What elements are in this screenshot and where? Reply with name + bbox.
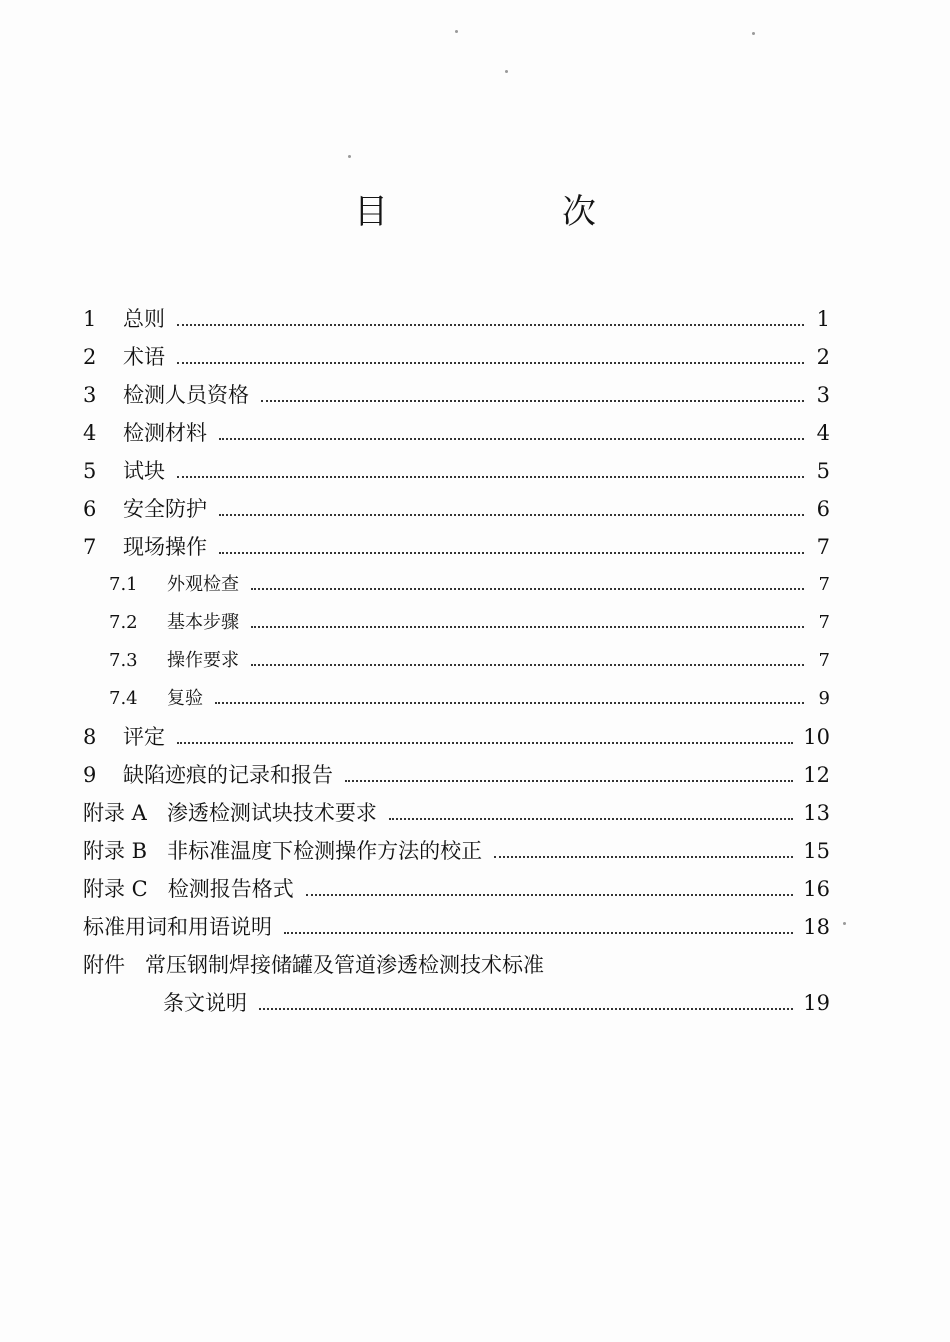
- toc-entry-terms-explanation: [83, 908, 830, 946]
- toc-entry-7-4: [83, 680, 830, 718]
- dot-leader: [177, 362, 804, 364]
- dot-leader: [219, 552, 804, 554]
- toc-entry-appendix-a: [83, 794, 830, 832]
- toc-title: 检测人员资格: [123, 383, 249, 407]
- toc-number: 8: [83, 725, 97, 749]
- dot-leader: [219, 514, 804, 516]
- toc-title: 标准用词和用语说明: [83, 915, 272, 939]
- toc-page-number: 19: [803, 991, 830, 1015]
- dot-leader: [345, 780, 793, 782]
- toc-entry-7-1: [83, 566, 830, 604]
- toc-number: 7: [83, 535, 97, 559]
- toc-number: 附录 B: [83, 839, 148, 863]
- dot-leader: [251, 588, 804, 590]
- dot-leader: [215, 702, 804, 704]
- dot-leader: [259, 1008, 793, 1010]
- toc-title: 缺陷迹痕的记录和报告: [123, 763, 333, 787]
- toc-entry-4: [83, 414, 830, 452]
- toc-entry-1: [83, 300, 830, 338]
- toc-page-number: 10: [803, 725, 830, 749]
- toc-title: 基本步骤: [167, 612, 239, 633]
- toc-entry-2: [83, 338, 830, 376]
- toc-entry-appendix-b: [83, 832, 830, 870]
- toc-title: 外观检查: [167, 574, 239, 595]
- toc-entry-7-3: [83, 642, 830, 680]
- scan-speck: [843, 922, 846, 925]
- toc-page-number: 4: [816, 421, 830, 445]
- toc-number: 5: [83, 459, 97, 483]
- toc-entry-attachment: [83, 946, 830, 984]
- dot-leader: [177, 476, 804, 478]
- dot-leader: [261, 400, 804, 402]
- toc-number: 9: [83, 763, 97, 787]
- toc-title: 检测报告格式: [167, 877, 294, 901]
- toc-title: 总则: [123, 307, 165, 331]
- toc-page-number: 7: [816, 535, 830, 559]
- toc-page-number: 5: [816, 459, 830, 483]
- toc-number: 7.4: [109, 688, 138, 709]
- dot-leader: [251, 626, 804, 628]
- toc-page-number: 2: [816, 345, 830, 369]
- toc-page-number: 1: [816, 307, 830, 331]
- toc-title: 评定: [123, 725, 165, 749]
- toc-title: 现场操作: [123, 535, 207, 559]
- toc-title: 检测材料: [123, 421, 207, 445]
- toc-number: 1: [83, 307, 97, 331]
- dot-leader: [389, 818, 793, 820]
- toc-number: 7.3: [109, 650, 138, 671]
- toc-number: 附录 A: [83, 801, 147, 825]
- dot-leader: [306, 894, 794, 896]
- toc-title: 术语: [123, 345, 165, 369]
- toc-entry-appendix-c: [83, 870, 830, 908]
- toc-page-number: 7: [818, 650, 830, 671]
- toc-entry-9: [83, 756, 830, 794]
- toc-number: 7.2: [109, 612, 138, 633]
- table-of-contents: [83, 300, 830, 1022]
- toc-number: 6: [83, 497, 97, 521]
- toc-entry-5: [83, 452, 830, 490]
- toc-entry-8: [83, 718, 830, 756]
- toc-title: 操作要求: [167, 650, 239, 671]
- toc-page-number: 9: [818, 688, 830, 709]
- toc-number: 附件: [83, 953, 125, 977]
- toc-title: 非标准温度下检测操作方法的校正: [167, 839, 483, 863]
- scan-speck: [348, 155, 351, 158]
- dot-leader: [284, 932, 793, 934]
- toc-page-number: 7: [818, 574, 830, 595]
- dot-leader: [494, 856, 793, 858]
- toc-number: 4: [83, 421, 97, 445]
- toc-title: 复验: [167, 688, 203, 709]
- toc-page-number: 16: [803, 877, 830, 901]
- toc-title: 试块: [123, 459, 165, 483]
- toc-entry-clause-explanation: [83, 984, 830, 1022]
- toc-number: 7.1: [109, 574, 138, 595]
- page-title: 目 次: [354, 192, 666, 232]
- dot-leader: [219, 438, 804, 440]
- toc-entry-6: [83, 490, 830, 528]
- toc-page-number: 18: [803, 915, 830, 939]
- toc-page-number: 15: [803, 839, 830, 863]
- toc-number: 附录 C: [83, 877, 148, 901]
- toc-entry-7: [83, 528, 830, 566]
- scan-speck: [505, 70, 508, 73]
- toc-entry-7-2: [83, 604, 830, 642]
- toc-number: 2: [83, 345, 97, 369]
- toc-page-number: 3: [816, 383, 830, 407]
- toc-page-number: 12: [803, 763, 830, 787]
- toc-page-number: 13: [803, 801, 830, 825]
- scan-speck: [455, 30, 458, 33]
- toc-page-number: 7: [818, 612, 830, 633]
- toc-page-number: 6: [816, 497, 830, 521]
- scan-speck: [752, 32, 755, 35]
- toc-title: 渗透检测试块技术要求: [166, 801, 377, 825]
- toc-number: 3: [83, 383, 97, 407]
- dot-leader: [251, 664, 804, 666]
- toc-entry-3: [83, 376, 830, 414]
- dot-leader: [177, 742, 793, 744]
- dot-leader: [177, 324, 804, 326]
- toc-title: 安全防护: [123, 497, 207, 521]
- toc-title: 条文说明: [163, 991, 247, 1015]
- toc-title: 常压钢制焊接储罐及管道渗透检测技术标准: [145, 953, 544, 977]
